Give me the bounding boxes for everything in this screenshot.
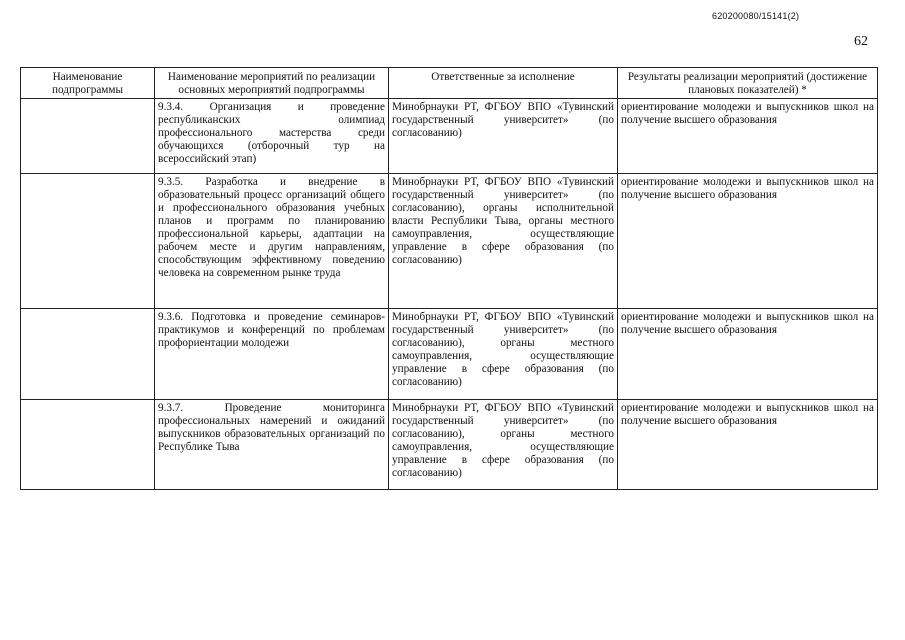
cell-subprogram	[21, 174, 155, 309]
cell-responsible: Минобрнауки РТ, ФГБОУ ВПО «Тувинский государственный университет» (по согласованию), органы исполнительной власти Республики Тыва, органы местного самоуправления, осуществляющие управление в сфере образования (по согласованию)	[389, 174, 618, 309]
page-number: 62	[854, 34, 868, 49]
header-responsible: Ответственные за исполнение	[389, 68, 618, 99]
cell-responsible: Минобрнауки РТ, ФГБОУ ВПО «Тувинский государственный университет» (по согласованию)	[389, 99, 618, 174]
cell-activity: 9.3.5. Разработка и внедрение в образовательный процесс организаций общего и профессионального образования учебных планов и программ по планированию профессиональной карьеры, адаптации на рабочем месте и другим направлениям, способствующим эффективному поведению человека на современном рынке труда	[155, 174, 389, 309]
cell-subprogram	[21, 400, 155, 490]
cell-subprogram	[21, 99, 155, 174]
table-row	[21, 309, 878, 400]
cell-responsible: Минобрнауки РТ, ФГБОУ ВПО «Тувинский государственный университет» (по согласованию), органы местного самоуправления, осуществляющие управление в сфере образования (по согласованию)	[389, 309, 618, 400]
cell-result: ориентирование молодежи и выпускников школ на получение высшего образования	[618, 309, 878, 400]
table-row	[21, 99, 878, 174]
activities-table	[20, 67, 878, 490]
table-row	[21, 174, 878, 309]
table-header-row	[21, 68, 878, 99]
cell-activity: 9.3.6. Подготовка и проведение семинаров-практикумов и конференций по проблемам профориентации молодежи	[155, 309, 389, 400]
cell-activity: 9.3.7. Проведение мониторинга профессиональных намерений и ожиданий выпускников образовательных организаций по Республике Тыва	[155, 400, 389, 490]
table-row	[21, 400, 878, 490]
cell-result: ориентирование молодежи и выпускников школ на получение высшего образования	[618, 99, 878, 174]
header-result: Результаты реализации мероприятий (достижение плановых показателей) *	[618, 68, 878, 99]
cell-activity: 9.3.4. Организация и проведение республиканских олимпиад профессионального мастерства среди обучающихся (отборочный тур на всероссийский этап)	[155, 99, 389, 174]
cell-subprogram	[21, 309, 155, 400]
document-id: 620200080/15141(2)	[712, 11, 800, 21]
cell-result: ориентирование молодежи и выпускников школ на получение высшего образования	[618, 174, 878, 309]
cell-responsible: Минобрнауки РТ, ФГБОУ ВПО «Тувинский государственный университет» (по согласованию), органы местного самоуправления, осуществляющие управление в сфере образования (по согласованию)	[389, 400, 618, 490]
header-activity: Наименование мероприятий по реализации основных мероприятий подпрограммы	[155, 68, 389, 99]
cell-result: ориентирование молодежи и выпускников школ на получение высшего образования	[618, 400, 878, 490]
header-subprogram: Наименование подпрограммы	[21, 68, 155, 99]
